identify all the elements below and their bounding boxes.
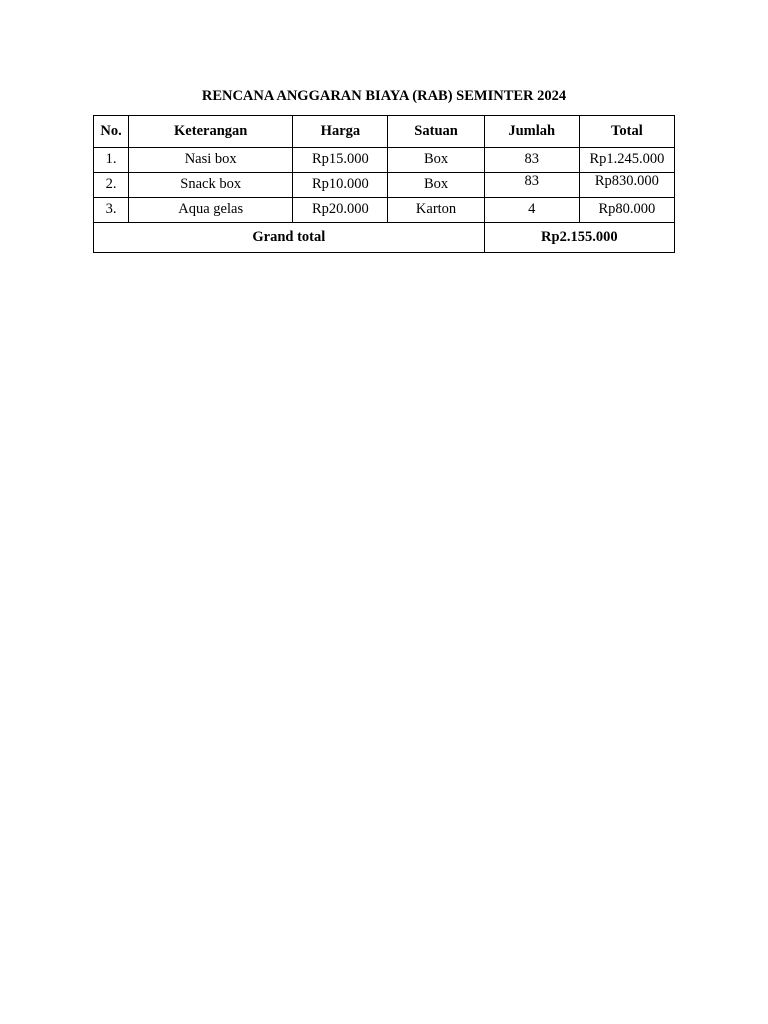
table-row — [94, 173, 675, 198]
cell-no: 1. — [94, 148, 129, 173]
cell-keterangan: Snack box — [129, 173, 293, 198]
table-row — [94, 198, 675, 223]
grand-total-value: Rp2.155.000 — [484, 223, 674, 253]
budget-table — [93, 115, 675, 253]
table-row — [94, 148, 675, 173]
header-harga: Harga — [293, 116, 388, 148]
cell-no: 3. — [94, 198, 129, 223]
table-body — [94, 148, 675, 223]
header-no: No. — [94, 116, 129, 148]
header-satuan: Satuan — [388, 116, 484, 148]
cell-satuan: Box — [388, 173, 484, 198]
cell-jumlah: 4 — [484, 198, 579, 223]
header-total: Total — [579, 116, 674, 148]
header-keterangan: Keterangan — [129, 116, 293, 148]
cell-total-text: Rp830.000 — [594, 173, 659, 189]
header-jumlah: Jumlah — [484, 116, 579, 148]
document-title: RENCANA ANGGARAN BIAYA (RAB) SEMINTER 2024 — [201, 88, 567, 104]
cell-keterangan: Nasi box — [129, 148, 293, 173]
table-footer — [94, 223, 675, 253]
header-row — [94, 116, 675, 148]
cell-jumlah: 83 — [484, 148, 579, 173]
cell-harga: Rp10.000 — [293, 173, 388, 198]
grand-total-label: Grand total — [94, 223, 485, 253]
cell-no: 2. — [94, 173, 129, 198]
cell-harga: Rp20.000 — [293, 198, 388, 223]
cell-total: Rp80.000 — [579, 198, 674, 223]
cell-keterangan: Aqua gelas — [129, 198, 293, 223]
cell-total: Rp1.245.000 — [579, 148, 674, 173]
cell-total — [579, 173, 674, 198]
cell-harga: Rp15.000 — [293, 148, 388, 173]
cell-jumlah-text: 83 — [524, 173, 539, 189]
cell-jumlah — [484, 173, 579, 198]
cell-satuan: Karton — [388, 198, 484, 223]
cell-satuan: Box — [388, 148, 484, 173]
grand-total-row — [94, 223, 675, 253]
table-header — [94, 116, 675, 148]
